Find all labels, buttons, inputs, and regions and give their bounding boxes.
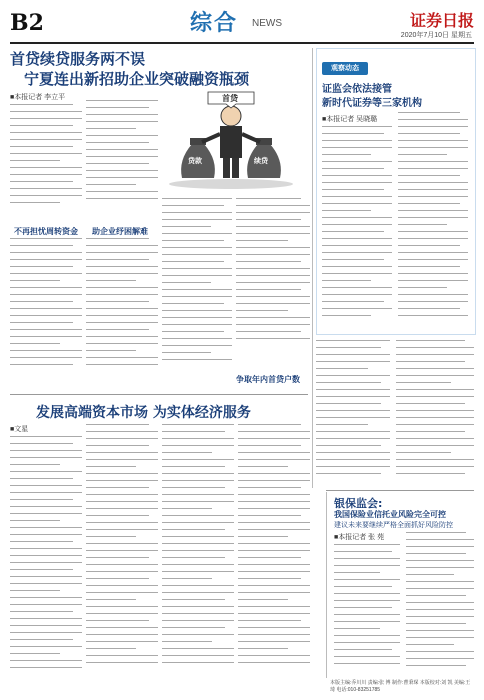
bottom-byline: ■文星 bbox=[10, 426, 29, 433]
paper-logo: 证券日报 bbox=[409, 11, 474, 30]
lead-subhead-3: 争取年内首贷户数 bbox=[236, 375, 300, 384]
right-bottom-divider bbox=[326, 490, 474, 491]
bottom-headline: 发展高端资本市场 为实体经济服务 bbox=[36, 405, 251, 421]
lead-column-2b bbox=[86, 238, 158, 388]
rb-headline-line1: 银保监会: bbox=[334, 497, 383, 510]
lead-column-1 bbox=[10, 104, 82, 224]
section-divider bbox=[10, 394, 308, 395]
side-headline-line2: 新时代证券等三家机构 bbox=[322, 98, 422, 109]
side-headline-line1: 证监会依法接管 bbox=[322, 84, 392, 95]
section-title: 综合 bbox=[190, 11, 239, 36]
side-column-3 bbox=[316, 340, 390, 488]
side-byline: ■本报记者 吴晓璐 bbox=[322, 116, 378, 123]
rb-headline-line2: 我国保险业信托业风险完全可控 bbox=[334, 510, 446, 519]
page-footer: 本版主编:乔川川 责编:张 博 制作:曹秉琛 本版校对:刘 凯 美编:王 琦 电话:010-83251785 bbox=[330, 680, 471, 693]
bottom-column-4 bbox=[238, 424, 310, 676]
lead-column-2 bbox=[86, 100, 158, 220]
page-header bbox=[0, 0, 484, 44]
rb-headline-line3: 建议未来要继续严格全面抓好风险防控 bbox=[334, 521, 453, 529]
lead-subhead-2: 助企业纾困解难 bbox=[92, 227, 148, 236]
lead-column-1b bbox=[10, 238, 82, 388]
side-column-2 bbox=[398, 112, 468, 326]
date-line: 2020年7月10日 星期五 bbox=[400, 32, 472, 39]
illustration-bag-left: 贷款 bbox=[188, 157, 202, 165]
bottom-column-1 bbox=[10, 436, 82, 676]
illustration-bag-right: 续贷 bbox=[254, 157, 268, 165]
column-divider-bottom-right bbox=[326, 492, 327, 678]
column-divider-right bbox=[312, 48, 313, 488]
header-rule bbox=[10, 42, 474, 44]
lead-column-3 bbox=[162, 198, 232, 388]
rb-byline: ■本报记者 张 苑 bbox=[334, 534, 385, 541]
side-column-1 bbox=[322, 126, 392, 326]
bottom-column-3 bbox=[162, 424, 234, 676]
lead-headline-line2: 宁夏连出新招助企业突破融资瓶颈 bbox=[24, 70, 250, 88]
illustration-caption: 首贷 bbox=[222, 94, 238, 103]
side-column-4 bbox=[396, 340, 474, 488]
page-number: B2 bbox=[10, 10, 44, 36]
lead-illustration bbox=[162, 86, 300, 190]
side-feature-tag: 观察动态 bbox=[322, 62, 368, 75]
lead-headline-line1: 首贷续贷服务两不误 bbox=[10, 50, 146, 68]
section-title-en: NEWS bbox=[252, 18, 282, 29]
rb-column-1 bbox=[334, 544, 400, 676]
lead-byline: ■本报记者 李立平 bbox=[10, 94, 66, 101]
rb-column-2 bbox=[406, 532, 474, 676]
lead-column-4 bbox=[236, 198, 310, 368]
bottom-column-2 bbox=[86, 424, 158, 676]
lead-subhead-1: 不再担忧周转资金 bbox=[14, 227, 78, 236]
